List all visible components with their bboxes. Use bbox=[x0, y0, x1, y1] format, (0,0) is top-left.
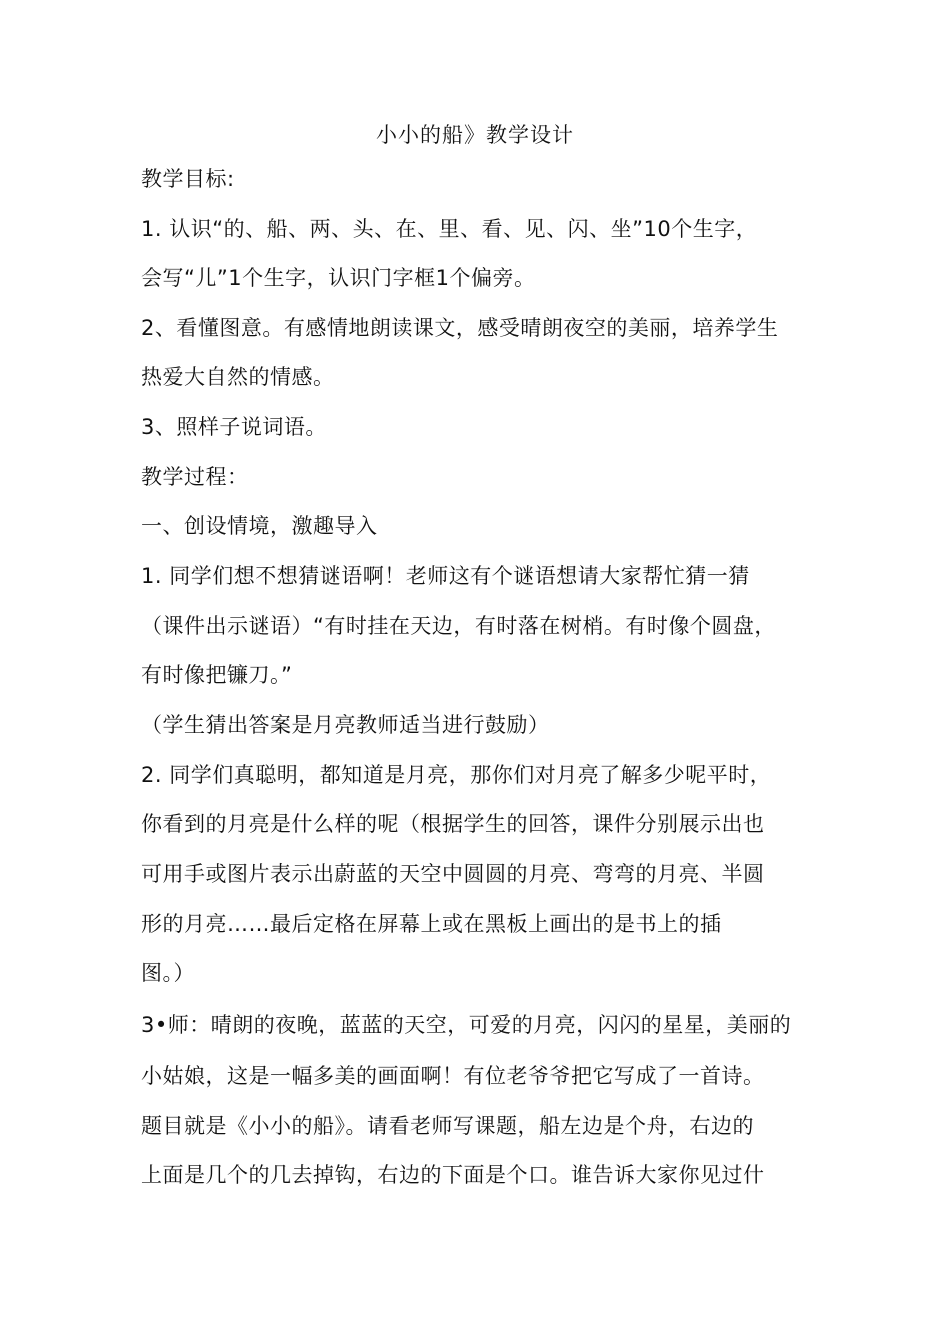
paragraph-line: 形的月亮……最后定格在屏幕上或在黑板上画出的是书上的插 bbox=[141, 912, 722, 936]
paragraph-line: 上面是几个的几去掉钩，右边的下面是个口。谁告诉大家你见过什 bbox=[141, 1163, 765, 1187]
paragraph-line: 可用手或图片表示出蔚蓝的天空中圆圆的月亮、弯弯的月亮、半圆 bbox=[141, 862, 765, 886]
paragraph-line: 小姑娘，这是一幅多美的画面啊！有位老爷爷把它写成了一首诗。 bbox=[141, 1064, 765, 1088]
paragraph-line: 2、看懂图意。有感情地朗读课文，感受晴朗夜空的美丽，培养学生 bbox=[141, 316, 779, 340]
paragraph-line: （学生猜出答案是月亮教师适当进行鼓励） bbox=[141, 713, 550, 737]
paragraph-line: 3•师：晴朗的夜晚，蓝蓝的天空，可爱的月亮，闪闪的星星，美丽的 bbox=[141, 1013, 792, 1037]
paragraph-line: 2. 同学们真聪明，都知道是月亮，那你们对月亮了解多少呢平时， bbox=[141, 763, 772, 787]
paragraph-line: 会写“儿”1个生字，认识门字框1个偏旁。 bbox=[141, 266, 536, 290]
paragraph-line: 题目就是《小小的船》。请看老师写课题，船左边是个舟，右边的 bbox=[141, 1114, 754, 1138]
paragraph-line: 你看到的月亮是什么样的呢（根据学生的回答，课件分别展示出也 bbox=[141, 812, 765, 836]
paragraph-line: 1. 认识“的、船、两、头、在、里、看、见、闪、坐”10个生字， bbox=[141, 217, 758, 241]
document-title: 小小的船》教学设计 bbox=[376, 123, 574, 147]
paragraph-line: 1. 同学们想不想猜谜语啊！老师这有个谜语想请大家帮忙猜一猜 bbox=[141, 564, 750, 588]
paragraph-line: 图。） bbox=[141, 961, 195, 985]
paragraph-line: 热爱大自然的情感。 bbox=[141, 365, 335, 389]
section-heading: 一、创设情境，激趣导入 bbox=[141, 514, 378, 538]
paragraph-line: 3、照样子说词语。 bbox=[141, 415, 327, 439]
paragraph-line: 有时像把镰刀。” bbox=[141, 663, 293, 687]
heading-teaching-process: 教学过程： bbox=[141, 465, 249, 489]
paragraph-line: （课件出示谜语）“有时挂在天边，有时落在树梢。有时像个圆盘， bbox=[141, 614, 776, 638]
heading-teaching-goals: 教学目标: bbox=[141, 167, 235, 191]
